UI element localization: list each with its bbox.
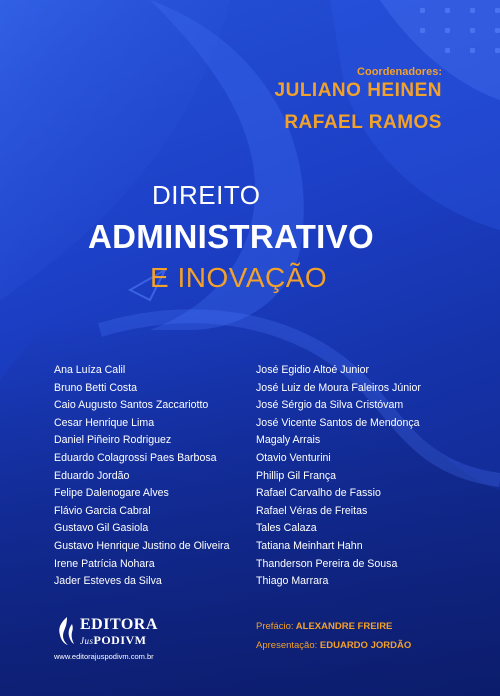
publisher-name-line-1: EDITORA [80, 615, 158, 633]
author-name: Flávio Garcia Cabral [54, 504, 151, 517]
publisher-logo [54, 616, 158, 646]
author-name: Eduardo Colagrossi Paes Barbosa [54, 451, 217, 464]
author-name: José Vicente Santos de Mendonça [256, 416, 420, 429]
title-line-3: E INOVAÇÃO [150, 262, 328, 293]
presentation-credit [256, 640, 411, 651]
author-name: Irene Patrícia Nohara [54, 557, 155, 570]
presentation-label: Apresentação: [256, 640, 318, 651]
author-name: Thiago Marrara [256, 575, 329, 588]
coordinators-label: Coordenadores: [357, 66, 442, 78]
author-name: Cesar Henrique Lima [54, 416, 155, 429]
author-name: Phillip Gil França [256, 469, 337, 482]
title-line-1: DIREITO [152, 180, 261, 210]
author-name: Magaly Arrais [256, 434, 321, 447]
author-name: José Sérgio da Silva Cristóvam [256, 399, 404, 412]
presentation-name: EDUARDO JORDÃO [319, 640, 412, 651]
authors-list-left [54, 362, 229, 591]
preface-label: Prefácio: [256, 621, 294, 632]
publisher-name-prefix: Jus [80, 635, 94, 646]
author-name: Gustavo Gil Gasiola [54, 522, 149, 535]
author-name: Daniel Piñeiro Rodriguez [54, 434, 172, 447]
author-name: Rafael Carvalho de Fassio [256, 487, 381, 500]
author-name: Tales Calaza [256, 522, 317, 535]
title-line-2: ADMINISTRATIVO [88, 218, 374, 255]
author-name: José Luiz de Moura Faleiros Júnior [256, 381, 421, 394]
author-name: Rafael Véras de Freitas [256, 504, 368, 517]
authors-list-right [256, 362, 421, 591]
publisher-flame-icon [54, 616, 76, 646]
publisher-name-line-2: PODIVM [93, 632, 147, 647]
author-name: Ana Luíza Calil [54, 364, 126, 376]
coordinator-name: RAFAEL RAMOS [284, 112, 442, 133]
author-name: Felipe Dalenogare Alves [54, 487, 169, 500]
preface-credit [256, 621, 392, 632]
preface-name: ALEXANDRE FREIRE [295, 621, 393, 632]
author-name: Jader Esteves da Silva [54, 575, 162, 588]
author-name: Thanderson Pereira de Sousa [256, 557, 398, 570]
author-name: Caio Augusto Santos Zaccariotto [54, 399, 209, 412]
author-name: Gustavo Henrique Justino de Oliveira [54, 539, 230, 552]
coordinator-name: JULIANO HEINEN [274, 80, 442, 101]
author-name: Eduardo Jordão [54, 469, 130, 482]
author-name: José Egidio Altoé Junior [256, 364, 370, 376]
author-name: Otavio Venturini [256, 451, 331, 464]
author-name: Bruno Betti Costa [54, 381, 138, 394]
publisher-website: www.editorajuspodivm.com.br [54, 652, 154, 661]
author-name: Tatiana Meinhart Hahn [256, 539, 363, 552]
